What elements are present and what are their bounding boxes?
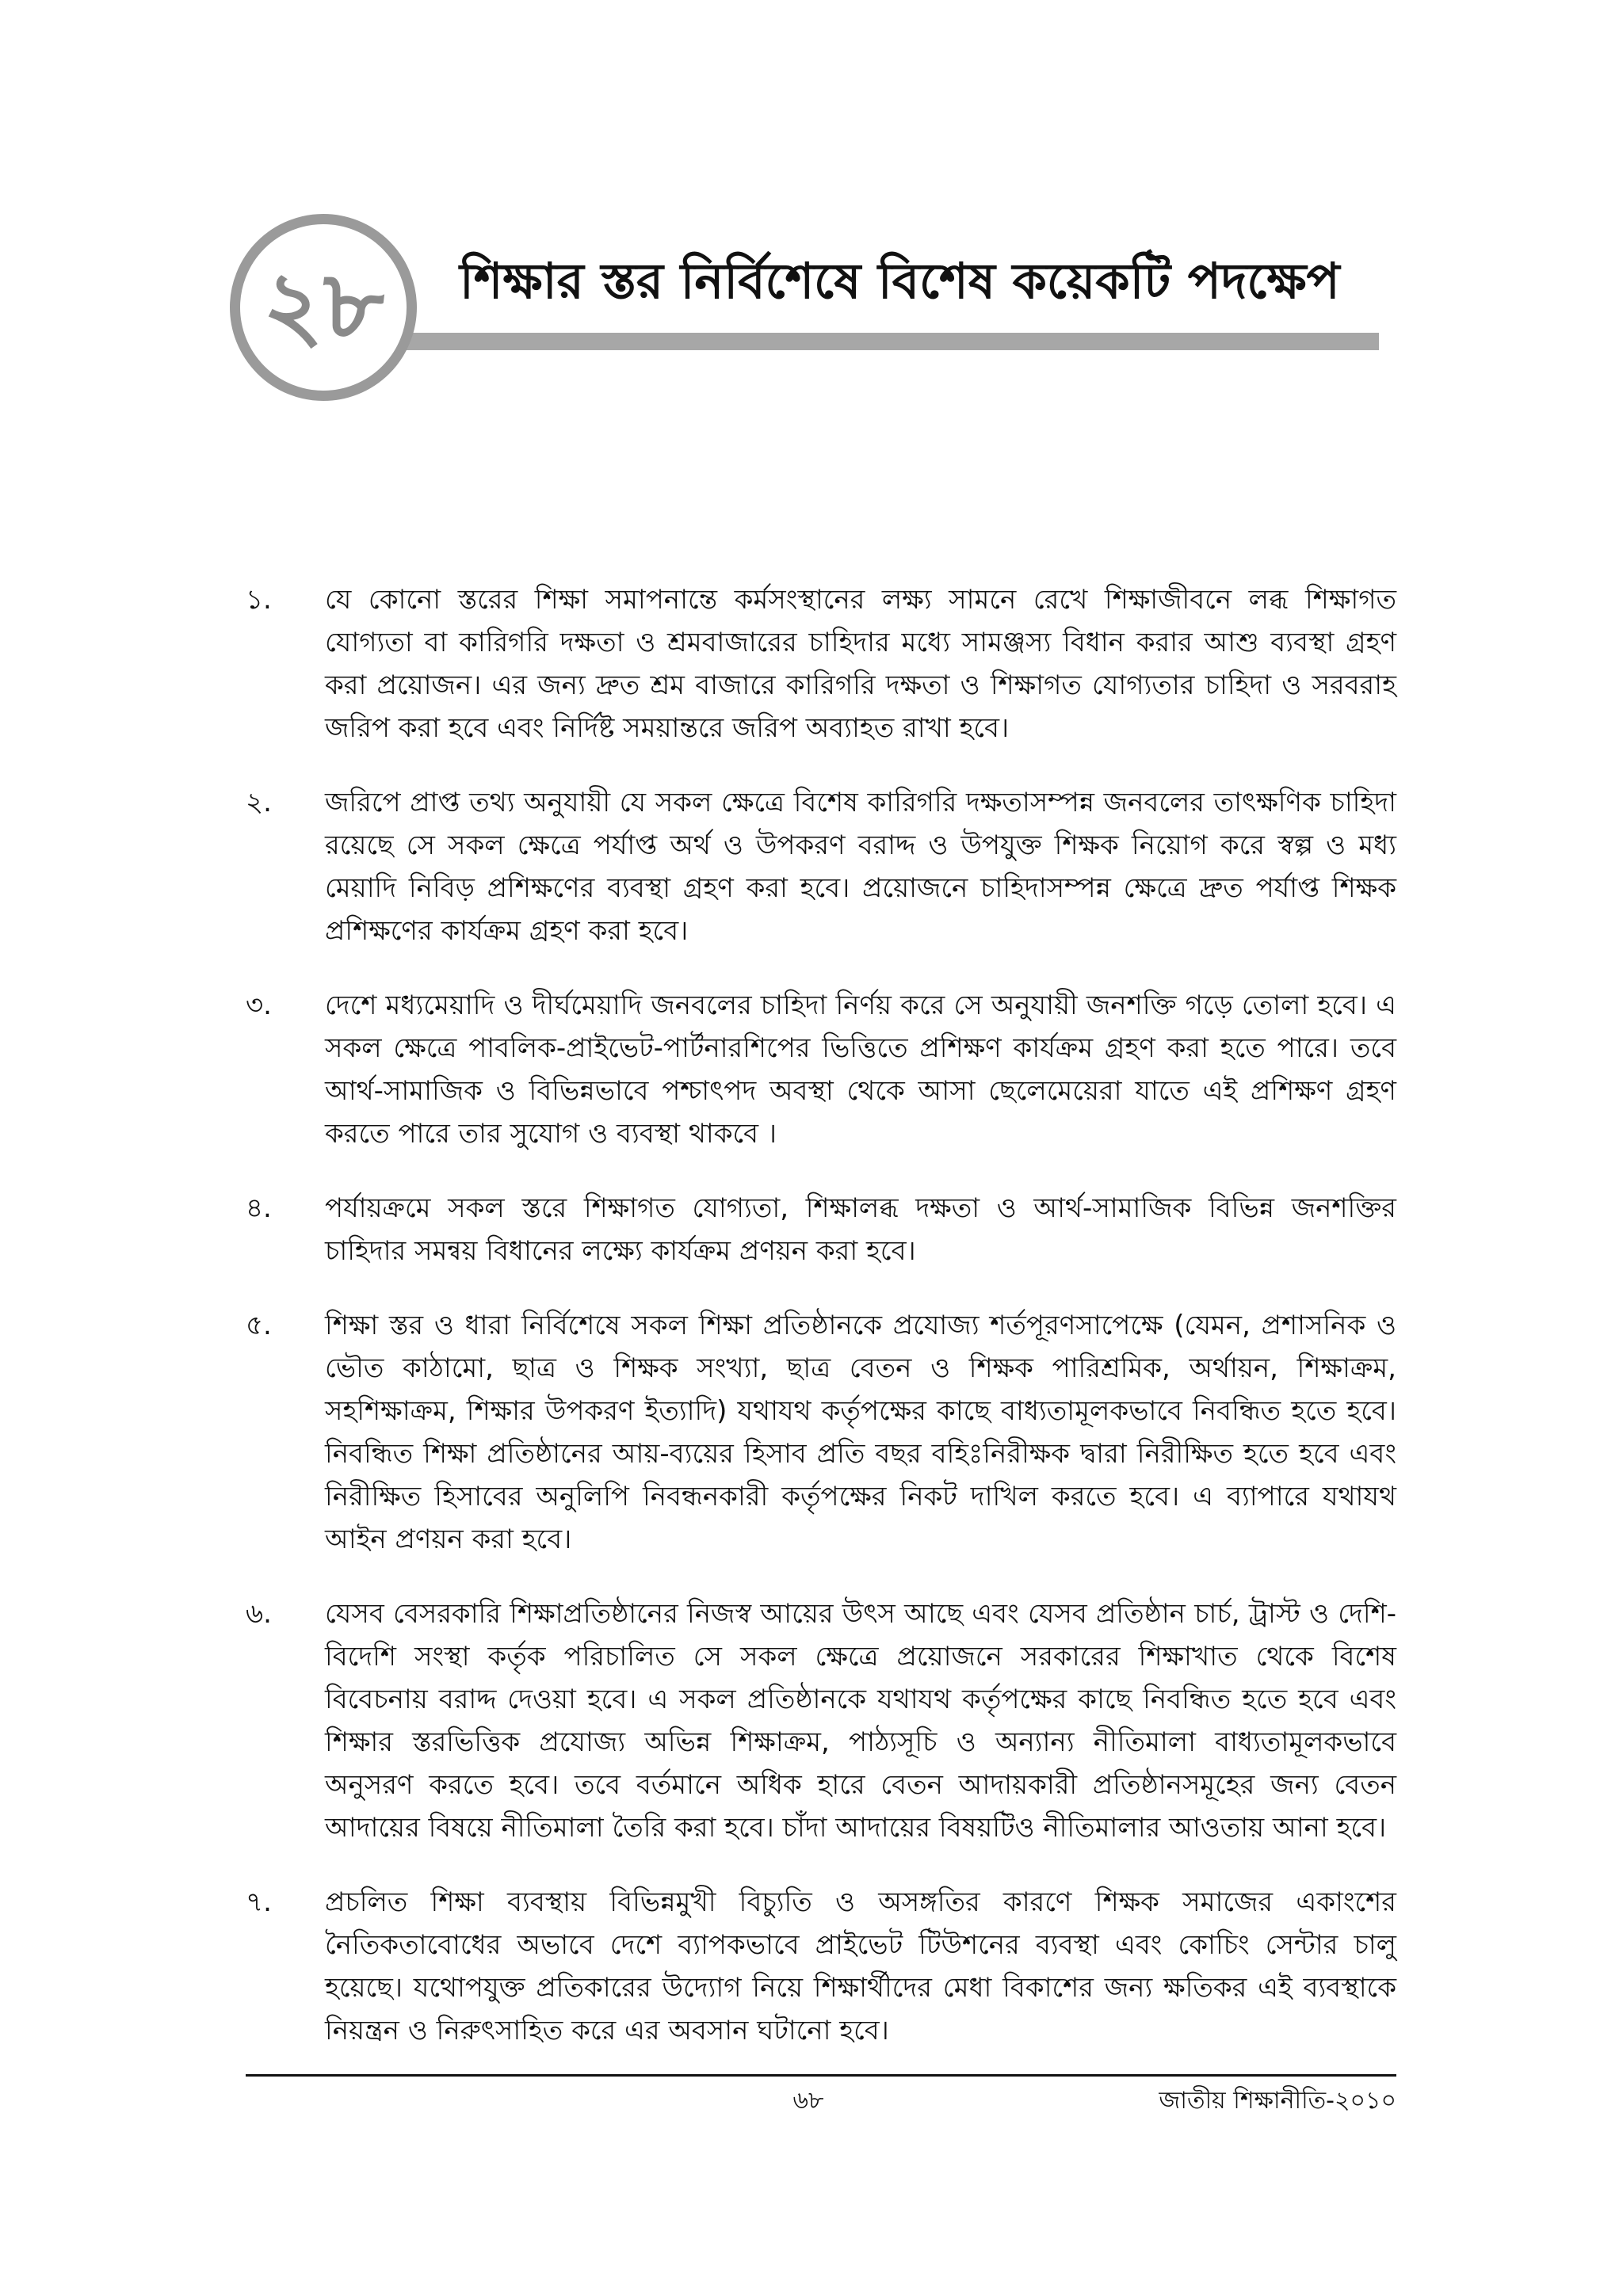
list-item-number: ৬.	[246, 1598, 272, 1630]
list-item-2	[246, 781, 1396, 952]
list-item-number: ১.	[246, 584, 272, 616]
footer-rule	[246, 2074, 1396, 2077]
list-item-number: ৪.	[246, 1192, 272, 1224]
list-item-text: দেশে মধ্যমেয়াদি ও দীর্ঘমেয়াদি জনবলের চাহিদা নির্ণয় করে সে অনুযায়ী জনশক্তি গড়ে তোলা হবে। এ সকল ক্ষেত্রে পাবলিক-প্রাইভেট-পার্টনারশিপের ভিত্তিতে প্রশিক্ষণ কার্যক্রম গ্রহণ করা হতে পারে। তবে আর্থ-সামাজিক ও বিভিন্নভাবে পশ্চাৎপদ অবস্থা থেকে আসা ছেলেমেয়েরা যাতে এই প্রশিক্ষণ গ্রহণ করতে পারে তার সুযোগ ও ব্যবস্থা থাকবে ।	[325, 990, 1396, 1150]
page-number: ৬৮	[792, 2087, 824, 2115]
list-item-number: ৭.	[246, 1886, 272, 1918]
list-item-text: যেসব বেসরকারি শিক্ষাপ্রতিষ্ঠানের নিজস্ব আয়ের উৎস আছে এবং যেসব প্রতিষ্ঠান চার্চ, ট্রাস্ট ও দেশি-বিদেশি সংস্থা কর্তৃক পরিচালিত সে সকল ক্ষেত্রে প্রয়োজনে সরকারের শিক্ষাখাত থেকে বিশেষ বিবেচনায় বরাদ্দ দেওয়া হবে। এ সকল প্রতিষ্ঠানকে যথাযথ কর্তৃপক্ষের কাছে নিবন্ধিত হতে হবে এবং শিক্ষার স্তরভিত্তিক প্রযোজ্য অভিন্ন শিক্ষাক্রম, পাঠ্যসূচি ও অন্যান্য নীতিমালা বাধ্যতামূলকভাবে অনুসরণ করতে হবে। তবে বর্তমানে অধিক হারে বেতন আদায়কারী প্রতিষ্ঠানসমূহের জন্য বেতন আদায়ের বিষয়ে নীতিমালা তৈরি করা হবে। চাঁদা আদায়ের বিষয়টিও নীতিমালার আওতায় আনা হবে।	[325, 1598, 1396, 1844]
chapter-title: শিক্ষার স্তর নির্বিশেষে বিশেষ কয়েকটি পদক্ষেপ	[460, 252, 1340, 310]
list-item-number: ৩.	[246, 990, 272, 1021]
list-item-text: যে কোনো স্তরের শিক্ষা সমাপনান্তে কর্মসংস্থানের লক্ষ্য সামনে রেখে শিক্ষাজীবনে লব্ধ শিক্ষাগত যোগ্যতা বা কারিগরি দক্ষতা ও শ্রমবাজারের চাহিদার মধ্যে সামঞ্জস্য বিধান করার আশু ব্যবস্থা গ্রহণ করা প্রয়োজন। এর জন্য দ্রুত শ্রম বাজারে কারিগরি দক্ষতা ও শিক্ষাগত যোগ্যতার চাহিদা ও সরবরাহ জরিপ করা হবে এবং নির্দিষ্ট সময়ান্তরে জরিপ অব্যাহত রাখা হবে।	[325, 584, 1397, 744]
list-item-1	[246, 578, 1396, 749]
book-title-footer: জাতীয় শিক্ষানীতি-২০১০	[1159, 2087, 1396, 2115]
chapter-header	[230, 214, 1387, 404]
list-item-number: ২.	[246, 787, 272, 818]
chapter-number-badge	[230, 214, 417, 401]
list-item-3	[246, 984, 1396, 1155]
list-item-7	[246, 1881, 1396, 2052]
list-item-6	[246, 1592, 1396, 1849]
list-item-text: শিক্ষা স্তর ও ধারা নির্বিশেষে সকল শিক্ষা প্রতিষ্ঠানকে প্রযোজ্য শর্তপূরণসাপেক্ষে (যেমন, প্রশাসনিক ও ভৌত কাঠামো, ছাত্র ও শিক্ষক সংখ্যা, ছাত্র বেতন ও শিক্ষক পারিশ্রমিক, অর্থায়ন, শিক্ষাক্রম, সহশিক্ষাক্রম, শিক্ষার উপকরণ ইত্যাদি) যথাযথ কর্তৃপক্ষের কাছে বাধ্যতামূলকভাবে নিবন্ধিত হতে হবে। নিবন্ধিত শিক্ষা প্রতিষ্ঠানের আয়-ব্যয়ের হিসাব প্রতি বছর বহিঃনিরীক্ষক দ্বারা নিরীক্ষিত হতে হবে এবং নিরীক্ষিত হিসাবের অনুলিপি নিবন্ধনকারী কর্তৃপক্ষের নিকট দাখিল করতে হবে। এ ব্যাপারে যথাযথ আইন প্রণয়ন করা হবে।	[325, 1310, 1396, 1555]
list-item-text: পর্যায়ক্রমে সকল স্তরে শিক্ষাগত যোগ্যতা, শিক্ষালব্ধ দক্ষতা ও আর্থ-সামাজিক বিভিন্ন জনশক্তির চাহিদার সমন্বয় বিধানের লক্ষ্যে কার্যক্রম প্রণয়ন করা হবে।	[325, 1192, 1396, 1267]
list-item-text: জরিপে প্রাপ্ত তথ্য অনুযায়ী যে সকল ক্ষেত্রে বিশেষ কারিগরি দক্ষতাসম্পন্ন জনবলের তাৎক্ষণিক চাহিদা রয়েছে সে সকল ক্ষেত্রে পর্যাপ্ত অর্থ ও উপকরণ বরাদ্দ ও উপযুক্ত শিক্ষক নিয়োগ করে স্বল্প ও মধ্য মেয়াদি নিবিড় প্রশিক্ষণের ব্যবস্থা গ্রহণ করা হবে। প্রয়োজনে চাহিদাসম্পন্ন ক্ষেত্রে দ্রুত পর্যাপ্ত শিক্ষক প্রশিক্ষণের কার্যক্রম গ্রহণ করা হবে।	[325, 787, 1396, 947]
list-item-text: প্রচলিত শিক্ষা ব্যবস্থায় বিভিন্নমুখী বিচ্যুতি ও অসঙ্গতির কারণে শিক্ষক সমাজের একাংশের নৈতিকতাবোধের অভাবে দেশে ব্যাপকভাবে প্রাইভেট টিউশনের ব্যবস্থা এবং কোচিং সেন্টার চালু হয়েছে। যথোপযুক্ত প্রতিকারের উদ্যোগ নিয়ে শিক্ষার্থীদের মেধা বিকাশের জন্য ক্ষতিকর এই ব্যবস্থাকে নিয়ন্ত্রন ও নিরুৎসাহিত করে এর অবসান ঘটানো হবে।	[325, 1886, 1396, 2046]
list-item-number: ৫.	[246, 1310, 272, 1341]
list-item-4	[246, 1187, 1396, 1272]
list-item-5	[246, 1304, 1396, 1561]
chapter-content	[246, 578, 1396, 2084]
chapter-title-rule	[372, 333, 1379, 350]
chapter-number: ২৮	[262, 250, 384, 360]
